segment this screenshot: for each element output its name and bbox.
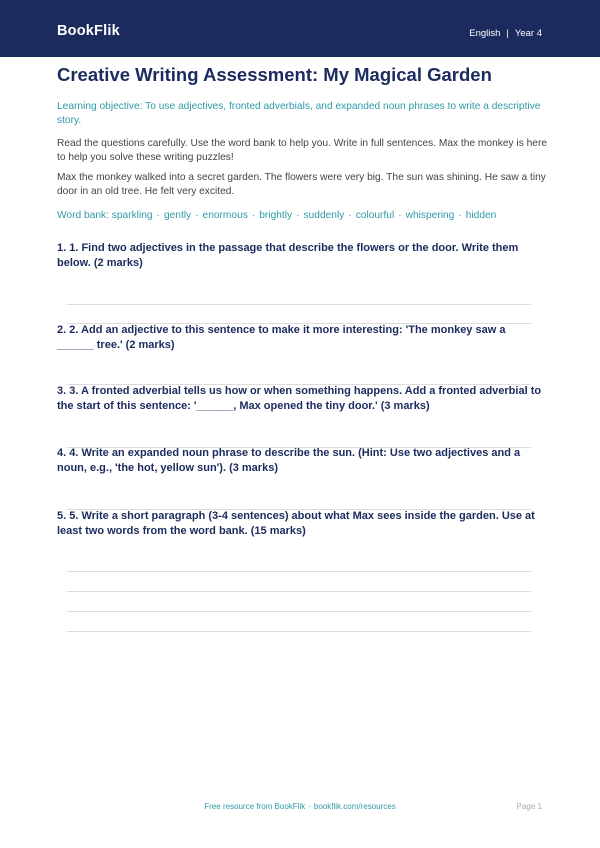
question-4: 4. 4. Write an expanded noun phrase to describe the sun. (Hint: Use two adjectives and a noun, e.g., 'the hot, yellow sun'). (3 marks) <box>57 447 521 474</box>
footer-source: Free resource from BookFlik <box>204 802 306 811</box>
word-separator: · <box>195 210 199 221</box>
word-bank-item: gently <box>163 210 192 221</box>
page-header <box>0 0 600 57</box>
answer-line[interactable] <box>67 571 531 572</box>
word-bank-item: suddenly <box>303 210 345 221</box>
story-passage: Max the monkey walked into a secret garden. The flowers were very big. The sun was shining. He saw a tiny door in an old tree. He felt very excited. <box>57 172 546 197</box>
word-bank-label: Word bank: <box>57 210 109 221</box>
word-bank-item: colourful <box>355 210 395 221</box>
word-bank-item: sparkling <box>111 210 153 221</box>
header-meta <box>469 28 542 39</box>
footer-separator: · <box>308 802 311 811</box>
header-separator: | <box>506 28 509 39</box>
answer-line[interactable] <box>67 631 531 632</box>
subject-label: English <box>469 28 501 39</box>
year-label: Year 4 <box>514 28 542 39</box>
word-bank-item: hidden <box>465 210 497 221</box>
word-bank-item: whispering <box>405 210 455 221</box>
answer-line[interactable] <box>67 591 531 592</box>
word-separator: · <box>458 210 462 221</box>
instructions-text: Read the questions carefully. Use the word bank to help you. Write in full sentences. Max the monkey is here to help you solve these writing puzzles! <box>57 138 548 163</box>
word-separator: · <box>296 210 300 221</box>
page-footer <box>0 802 600 811</box>
word-separator: · <box>156 210 160 221</box>
word-bank <box>57 210 547 221</box>
question-1: 1. 1. Find two adjectives in the passage that describe the flowers or the door. Write them below. (2 marks) <box>57 242 519 269</box>
page-title: Creative Writing Assessment: My Magical Garden <box>57 64 492 85</box>
learning-objective: Learning objective: To use adjectives, fronted adverbials, and expanded noun phrases to write a descriptive story. <box>57 101 541 126</box>
word-bank-item: brightly <box>259 210 293 221</box>
word-separator: · <box>348 210 352 221</box>
word-separator: · <box>251 210 256 221</box>
brand-logo: BookFlik <box>57 23 120 39</box>
word-separator: · <box>398 210 402 221</box>
question-5: 5. 5. Write a short paragraph (3-4 sentences) about what Max sees inside the garden. Use at least two words from the word bank. (15 marks) <box>57 510 535 537</box>
answer-line[interactable] <box>67 304 531 305</box>
answer-line[interactable] <box>67 611 531 612</box>
question-3: 3. 3. A fronted adverbial tells us how or when something happens. Add a fronted adverbial to the start of this sentence: '______, Max opened the tiny door.' (3 marks) <box>57 385 542 412</box>
word-bank-item: enormous <box>202 210 248 221</box>
question-2: 2. 2. Add an adjective to this sentence to make it more interesting: 'The monkey saw a ______ tree.' (2 marks) <box>57 324 506 351</box>
footer-url[interactable]: bookflik.com/resources <box>313 802 396 811</box>
page-number: Page 1 <box>516 802 542 811</box>
